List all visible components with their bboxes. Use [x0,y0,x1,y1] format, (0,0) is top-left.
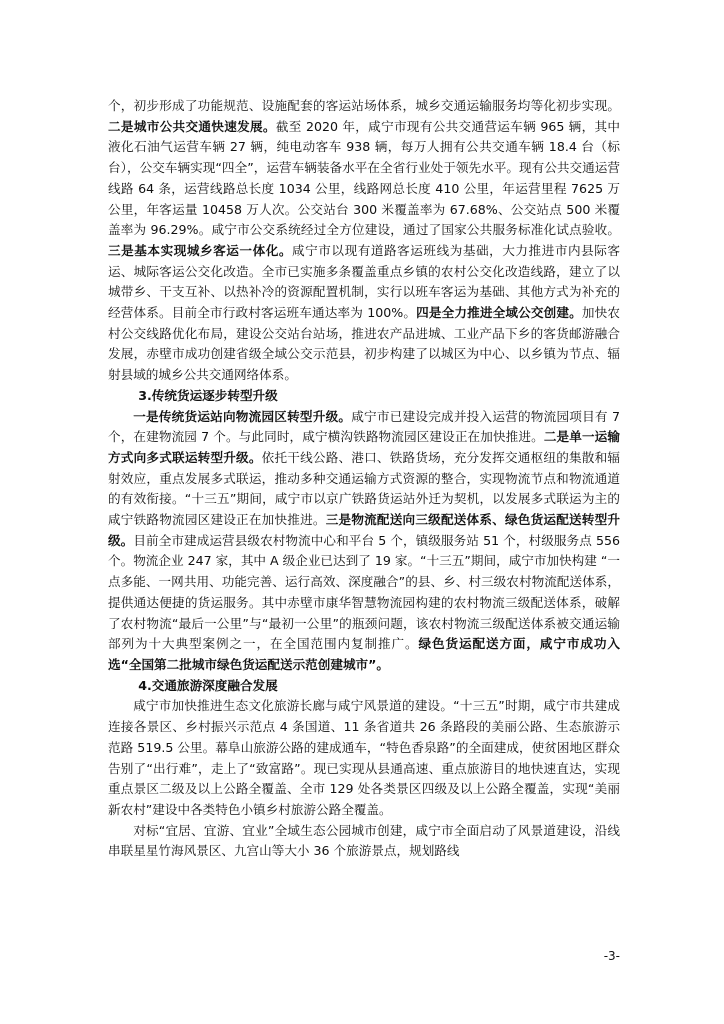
bold-run: 三是基本实现城乡客运一体化。 [108,242,292,258]
text-run: 依托干线公路、港口、铁路货场，充分发挥交通枢纽的集散和辐射效应，重点发展多式联运，推动多种交通运输方式资源的整合，实现物流节点和物流通道的有效衔接。“十三五”期间，咸宁市以京广铁路货运站外迁为契机，以发展多式联运为主的咸宁铁路物流园区建设正在加快推进。 [108,449,621,528]
bold-run: 三是物流配送向三级配送体系、绿色货运配送转型升级。 [108,512,621,548]
section-heading-tourism: 4.交通旅游深度融合发展 [138,677,278,693]
paragraph-freight [108,407,620,676]
paragraph-public-transport [108,96,620,386]
text-run: 加快农村公交线路优化布局，建设公交站台站场，推进农产品进城、工业产品下乡的客货邮游融合发展，赤壁市成功创建省级全域公交示范县，初步构建了以城区为中心、以乡镇为节点、辐射县域的城乡公共交通网络体系。 [108,305,621,383]
document-body [108,96,620,862]
paragraph-tourism: 咸宁市加快推进生态文化旅游长廊与咸宁风景道的建设。“十三五”时期，咸宁市共建成连接各景区、乡村振兴示范点 4 条国道、11 条省道共 26 条路段的美丽公路、生态旅游示范路 519.5 公里。幕阜山旅游公路的建成通车，“特色香泉路”的全面建成，使贫困地区群众告别了“出行难”，走上了“致富路”。现已实现从县通高速、重点旅游目的地快速直达，实现重点景区二级及以上公路全覆盖、全市 129 处各类景区四级及以上公路全覆盖，实现“美丽新农村”建设中各类特色小镇乡村旅游公路全覆盖。 [108,698,620,817]
paragraph-scenic-road: 对标“宜居、宜游、宜业”全域生态公园城市创建，咸宁市全面启动了风景道建设，沿线串联星星竹海风景区、九宫山等大小 36 个旅游景点，规划路线 [108,822,620,859]
bold-run: 一是传统货运站向物流园区转型升级。 [133,408,352,424]
text-run: 咸宁市以现有道路客运班线为基础，大力推进市内县际客运、城际客运公交化改造。全市已实施多条覆盖重点乡镇的农村公交化改造线路，建立了以城带乡、干支互补、以热补冷的资源配置机制，实行以班车客运为基础、其他方式为补充的经营体系。目前全市行政村客运班车通达率为 100%。 [108,242,621,321]
text-run: 个，初步形成了功能规范、设施配套的客运站场体系，城乡交通运输服务均等化初步实现。 [108,98,620,113]
bold-run: 绿色货运配送方面，咸宁市成功入选“全国第二批城市绿色货运配送示范创建城市”。 [108,636,621,672]
page-number: -3- [603,949,620,963]
section-heading-freight: 3.传统货运逐步转型升级 [138,387,278,403]
text-run: 目前全市建成运营县级农村物流中心和平台 5 个，镇级服务站 51 个，村级服务点 556 个。物流企业 247 家，其中 A 级企业已达到了 19 家。“十三五”期间，咸宁市加快构建 “一点多能、一网共用、功能完善、运行高效、深度融合”的县、乡、村三级农村物流配送体系，提供通达便捷的货运服务。其中赤壁市康华智慧物流园构建的农村物流三级配送体系，破解了农村物流“最后一公里”与“最初一公里”的瓶颈问题，该农村物流三级配送体系被交通运输部列为十大典型案例之一，在全国范围内复制推广。 [108,532,620,652]
text-run: 截至 2020 年，咸宁市现有公共交通营运车辆 965 辆，其中液化石油气运营车辆 27 辆，纯电动客车 938 辆，每万人拥有公共交通车辆 18.4 台（标台），公交车辆实现“四全”，运营车辆装备水平在全省行业处于领先水平。现有公共交通运营线路 64 条，运营线路总长度 1034 公里，线路网总长度 410 公里，年运营里程 7625 万公里，年客运量 10458 万人次。公交站台 300 米覆盖率为 67.68%、公交站点 500 米覆盖率为 96.29%。咸宁市公交系统经过全方位建设，通过了国家公共服务标准化试点验收。 [108,118,621,238]
bold-run: 二是城市公共交通快速发展。 [108,118,276,134]
bold-run: 四是全力推进全域公交创建。 [416,305,582,321]
bold-run: 二是单一运输方式向多式联运转型升级。 [108,429,620,465]
text-run: 咸宁市已建设完成并投入运营的物流园项目有 7 个，在建物流园 7 个。与此同时，咸宁横沟铁路物流园区建设正在加快推进。 [108,408,620,445]
